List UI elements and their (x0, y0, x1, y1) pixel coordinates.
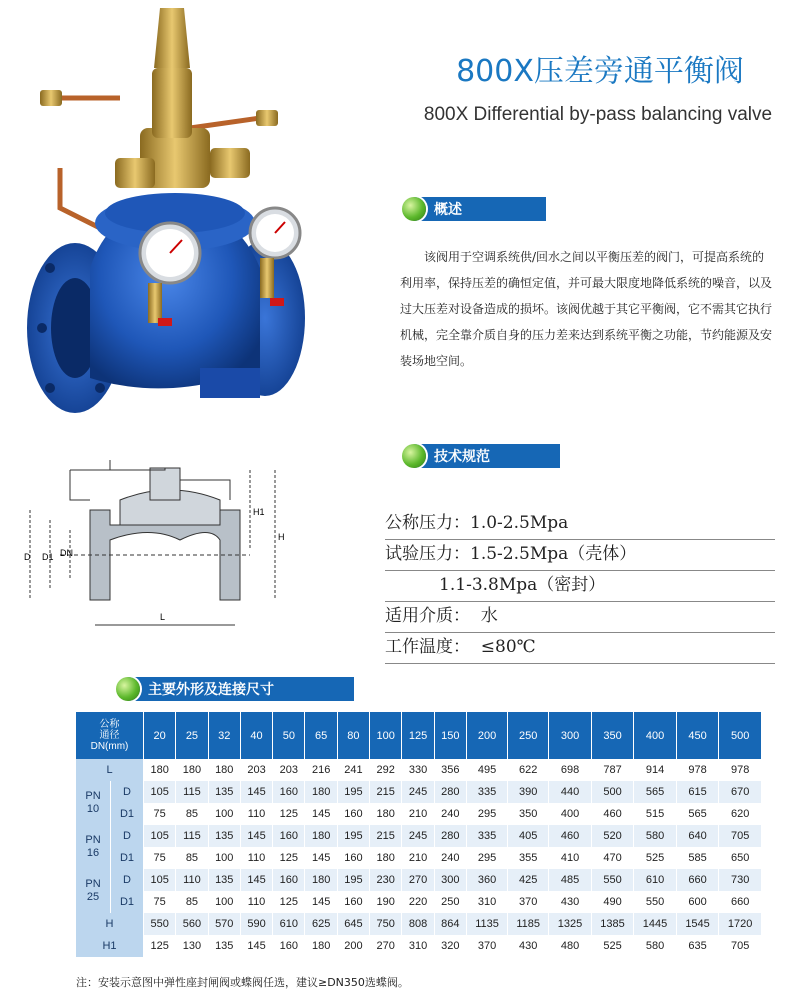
table-cell: 650 (719, 847, 762, 869)
table-cell: 1185 (508, 913, 549, 935)
table-cell: 660 (719, 891, 762, 913)
overview-text: 该阀用于空调系统供/回水之间以平衡压差的阀门，可提高系统的利用率，保持压差的确恒定值，并可最大限度地降低系统的噪音，以及过大压差对设备造成的损坏。该阀优越于其它平衡阀，它不需其它执行机械，完全靠介质自身的压力差来达到系统平衡之功能，节约能源及安装场地空间。 (400, 250, 773, 368)
table-cell: 180 (176, 759, 208, 781)
table-cell: 1720 (719, 913, 762, 935)
pn-text: PN (85, 790, 101, 802)
table-cell: 110 (240, 847, 272, 869)
table-cell: 220 (402, 891, 434, 913)
table-cell: 525 (591, 935, 634, 957)
table-row (76, 869, 762, 891)
table-cell: 195 (337, 825, 369, 847)
dim-label-l: L (160, 612, 166, 622)
table-cell: 295 (466, 847, 507, 869)
dn-header: 125 (402, 712, 434, 759)
dn-header: 20 (144, 712, 176, 759)
table-cell: 914 (634, 759, 677, 781)
row-label: D1 (111, 891, 144, 913)
table-cell: 210 (402, 803, 434, 825)
table-cell: 625 (305, 913, 337, 935)
dn-header: 200 (466, 712, 507, 759)
table-cell: 110 (176, 869, 208, 891)
pn-group-label (76, 825, 111, 869)
table-cell: 480 (549, 935, 592, 957)
specs-heading-bar (414, 444, 560, 468)
table-cell: 635 (676, 935, 719, 957)
pn-text: 25 (86, 891, 100, 903)
dim-label-h1: H1 (253, 507, 265, 517)
table-cell: 495 (466, 759, 507, 781)
table-row (76, 891, 762, 913)
row-label: H (76, 913, 144, 935)
table-cell: 135 (208, 869, 240, 891)
pn-text: PN (85, 878, 101, 890)
table-cell: 130 (176, 935, 208, 957)
table-cell: 370 (508, 891, 549, 913)
table-cell: 145 (305, 803, 337, 825)
dn-header: 65 (305, 712, 337, 759)
table-cell: 145 (240, 825, 272, 847)
table-cell: 490 (591, 891, 634, 913)
spec-line-2: 试验压力：1.5-2.5Mpa（壳体） (385, 539, 775, 571)
dn-header: 450 (676, 712, 719, 759)
table-cell: 1445 (634, 913, 677, 935)
table-cell: 200 (337, 935, 369, 957)
dim-label-h: H (278, 532, 285, 542)
table-cell: 1385 (591, 913, 634, 935)
dimensions-table (76, 712, 762, 957)
corner-header (76, 712, 144, 759)
table-cell: 195 (337, 869, 369, 891)
table-cell: 500 (591, 781, 634, 803)
table-cell: 210 (402, 847, 434, 869)
dn-header: 100 (370, 712, 402, 759)
table-cell: 230 (370, 869, 402, 891)
table-cell: 160 (273, 935, 305, 957)
corner-line: 通径 (99, 730, 120, 741)
table-cell: 105 (144, 869, 176, 891)
table-cell: 215 (370, 781, 402, 803)
pn-text: 16 (86, 847, 100, 859)
table-cell: 470 (591, 847, 634, 869)
table-cell: 145 (240, 935, 272, 957)
table-cell: 105 (144, 781, 176, 803)
row-label: L (76, 759, 144, 781)
table-cell: 440 (549, 781, 592, 803)
table-cell: 100 (208, 891, 240, 913)
dimension-diagram (20, 440, 290, 635)
table-cell: 160 (337, 803, 369, 825)
table-row (76, 935, 762, 957)
table-cell: 1545 (676, 913, 719, 935)
table-cell: 335 (466, 825, 507, 847)
dn-header: 350 (591, 712, 634, 759)
table-cell: 525 (634, 847, 677, 869)
table-cell: 135 (208, 781, 240, 803)
table-cell: 330 (402, 759, 434, 781)
table-row (76, 913, 762, 935)
valve-photo (20, 8, 320, 418)
table-cell: 565 (634, 781, 677, 803)
table-cell: 698 (549, 759, 592, 781)
table-row (76, 781, 762, 803)
pn-text: PN (85, 834, 101, 846)
table-cell: 1325 (549, 913, 592, 935)
table-cell: 430 (508, 935, 549, 957)
table-cell: 105 (144, 825, 176, 847)
table-cell: 405 (508, 825, 549, 847)
table-cell: 125 (273, 847, 305, 869)
table-cell: 160 (337, 847, 369, 869)
dn-header: 500 (719, 712, 762, 759)
specs-heading: 技术规范 (434, 449, 490, 465)
footnote: 注：安装示意图中弹性座封闸阀或蝶阀任选，建议≥DN350选蝶阀。 (76, 976, 409, 989)
table-cell: 660 (676, 869, 719, 891)
overview-heading-bar (414, 197, 546, 221)
bullet-ball-icon (402, 444, 426, 468)
table-cell: 978 (676, 759, 719, 781)
table-cell: 808 (402, 913, 434, 935)
table-cell: 580 (634, 825, 677, 847)
table-cell: 280 (434, 781, 466, 803)
dn-header: 150 (434, 712, 466, 759)
table-cell: 320 (434, 935, 466, 957)
table-cell: 410 (549, 847, 592, 869)
table-cell: 75 (144, 891, 176, 913)
table-cell: 585 (676, 847, 719, 869)
table-cell: 241 (337, 759, 369, 781)
table-cell: 430 (549, 891, 592, 913)
bullet-ball-icon (402, 197, 426, 221)
table-cell: 730 (719, 869, 762, 891)
table-cell: 705 (719, 825, 762, 847)
table-cell: 292 (370, 759, 402, 781)
table-cell: 240 (434, 803, 466, 825)
table-cell: 216 (305, 759, 337, 781)
table-cell: 705 (719, 935, 762, 957)
spec-line-3: 1.1-3.8Mpa（密封） (385, 570, 775, 602)
dim-label-dn: DN (60, 548, 73, 558)
table-cell: 203 (273, 759, 305, 781)
dim-label-d: D (24, 552, 31, 562)
table-cell: 620 (719, 803, 762, 825)
table-cell: 640 (676, 825, 719, 847)
table-cell: 864 (434, 913, 466, 935)
table-cell: 550 (634, 891, 677, 913)
table-cell: 295 (466, 803, 507, 825)
table-cell: 125 (273, 891, 305, 913)
table-cell: 520 (591, 825, 634, 847)
table-cell: 565 (676, 803, 719, 825)
table-cell: 180 (370, 847, 402, 869)
table-cell: 245 (402, 825, 434, 847)
table-cell: 250 (434, 891, 466, 913)
table-cell: 300 (434, 869, 466, 891)
table-cell: 110 (240, 891, 272, 913)
table-cell: 610 (273, 913, 305, 935)
table-cell: 160 (337, 891, 369, 913)
table-cell: 100 (208, 803, 240, 825)
table-cell: 600 (676, 891, 719, 913)
corner-line: 公称 (99, 719, 120, 730)
dim-label-d1: D1 (42, 552, 54, 562)
table-cell: 85 (176, 803, 208, 825)
row-label: D1 (111, 803, 144, 825)
table-cell: 515 (634, 803, 677, 825)
table-cell: 135 (208, 935, 240, 957)
table-cell: 356 (434, 759, 466, 781)
table-cell: 180 (305, 825, 337, 847)
table-cell: 110 (240, 803, 272, 825)
table-cell: 125 (144, 935, 176, 957)
table-cell: 615 (676, 781, 719, 803)
table-row (76, 847, 762, 869)
table-cell: 350 (508, 803, 549, 825)
table-row (76, 825, 762, 847)
table-cell: 360 (466, 869, 507, 891)
table-cell: 610 (634, 869, 677, 891)
row-label: D (111, 825, 144, 847)
row-label: D (111, 869, 144, 891)
table-cell: 180 (305, 869, 337, 891)
table-cell: 270 (402, 869, 434, 891)
dimensions-heading: 主要外形及连接尺寸 (148, 682, 274, 698)
table-header-row (76, 712, 762, 759)
table-cell: 215 (370, 825, 402, 847)
table-cell: 750 (370, 913, 402, 935)
pn-text: 10 (86, 803, 100, 815)
table-cell: 115 (176, 825, 208, 847)
table-cell: 355 (508, 847, 549, 869)
table-cell: 125 (273, 803, 305, 825)
pn-group-label (76, 869, 111, 913)
dn-header: 250 (508, 712, 549, 759)
table-cell: 590 (240, 913, 272, 935)
table-cell: 180 (305, 935, 337, 957)
table-cell: 335 (466, 781, 507, 803)
table-cell: 115 (176, 781, 208, 803)
table-cell: 75 (144, 847, 176, 869)
table-cell: 240 (434, 847, 466, 869)
table-cell: 580 (634, 935, 677, 957)
table-cell: 85 (176, 891, 208, 913)
spec-line-5: 工作温度： ≤80℃ (385, 632, 775, 664)
table-cell: 145 (305, 891, 337, 913)
table-cell: 460 (549, 825, 592, 847)
table-cell: 390 (508, 781, 549, 803)
table-cell: 280 (434, 825, 466, 847)
dn-header: 80 (337, 712, 369, 759)
table-cell: 180 (208, 759, 240, 781)
table-cell: 670 (719, 781, 762, 803)
dn-header: 50 (273, 712, 305, 759)
dn-header: 300 (549, 712, 592, 759)
table-cell: 460 (591, 803, 634, 825)
table-cell: 85 (176, 847, 208, 869)
spec-line-1: 公称压力：1.0-2.5Mpa (385, 508, 775, 540)
table-cell: 370 (466, 935, 507, 957)
overview-heading: 概述 (434, 202, 462, 218)
table-cell: 245 (402, 781, 434, 803)
table-cell: 550 (144, 913, 176, 935)
table-cell: 485 (549, 869, 592, 891)
table-cell: 160 (273, 869, 305, 891)
table-cell: 180 (144, 759, 176, 781)
table-cell: 310 (402, 935, 434, 957)
corner-line: DN(mm) (90, 741, 129, 752)
table-cell: 100 (208, 847, 240, 869)
row-label: D1 (111, 847, 144, 869)
row-label: H1 (76, 935, 144, 957)
table-cell: 145 (240, 781, 272, 803)
dimensions-heading-bar (128, 677, 354, 701)
table-cell: 550 (591, 869, 634, 891)
table-cell: 425 (508, 869, 549, 891)
table-cell: 310 (466, 891, 507, 913)
table-cell: 622 (508, 759, 549, 781)
table-cell: 978 (719, 759, 762, 781)
table-cell: 1135 (466, 913, 507, 935)
table-cell: 135 (208, 825, 240, 847)
spec-line-4: 适用介质： 水 (385, 601, 775, 633)
table-cell: 195 (337, 781, 369, 803)
table-cell: 400 (549, 803, 592, 825)
table-row (76, 803, 762, 825)
table-cell: 160 (273, 781, 305, 803)
dn-header: 40 (240, 712, 272, 759)
table-cell: 145 (240, 869, 272, 891)
table-row (76, 759, 762, 781)
table-cell: 203 (240, 759, 272, 781)
dn-header: 32 (208, 712, 240, 759)
table-cell: 145 (305, 847, 337, 869)
dn-header: 400 (634, 712, 677, 759)
table-cell: 270 (370, 935, 402, 957)
table-cell: 75 (144, 803, 176, 825)
title-en: 800X Differential by-pass balancing valve (423, 104, 773, 125)
bullet-ball-icon (116, 677, 140, 701)
dn-header: 25 (176, 712, 208, 759)
table-cell: 645 (337, 913, 369, 935)
table-cell: 180 (370, 803, 402, 825)
pn-group-label (76, 781, 111, 825)
row-label: D (111, 781, 144, 803)
table-cell: 160 (273, 825, 305, 847)
table-cell: 180 (305, 781, 337, 803)
table-cell: 787 (591, 759, 634, 781)
table-cell: 560 (176, 913, 208, 935)
table-cell: 190 (370, 891, 402, 913)
table-cell: 570 (208, 913, 240, 935)
title-cn: 800X压差旁通平衡阀 (456, 54, 744, 89)
